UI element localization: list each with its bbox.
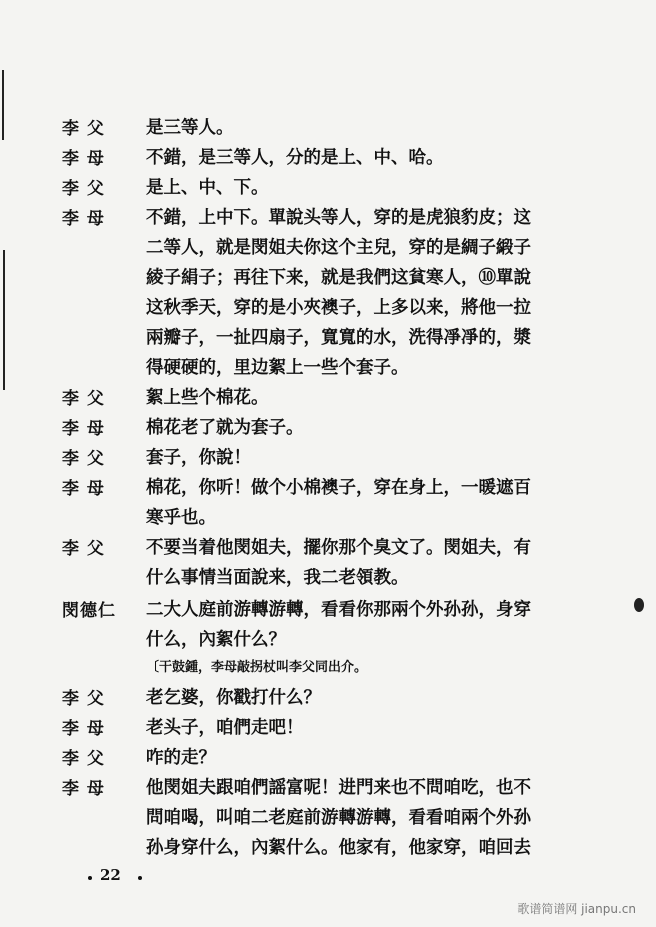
speaker-name: 李 父 — [62, 449, 105, 469]
dialogue-line — [0, 834, 656, 864]
dialogue-line — [0, 174, 656, 204]
dialogue-text: 老乞婆，你戳打什么？ — [146, 688, 321, 708]
stage-direction: 〔干鼓鍾，李母敲拐杖叫李父同出介。 — [146, 660, 368, 675]
speaker-name: 李 父 — [62, 749, 105, 769]
dialogue-line — [0, 474, 656, 504]
dialogue-line — [0, 744, 656, 774]
watermark: 歌谱简谱网 jianpu.cn — [517, 902, 636, 916]
dialogue-line — [0, 294, 656, 324]
dialogue-text: 套子，你說！ — [146, 448, 251, 468]
dialogue-line — [0, 414, 656, 444]
dialogue-line — [0, 444, 656, 474]
dialogue-text: 什么事情当面說来，我二老領教。 — [146, 568, 409, 588]
dialogue-line — [0, 804, 656, 834]
dialogue-line — [0, 144, 656, 174]
speaker-name: 李 母 — [62, 719, 105, 739]
dialogue-text: 二等人，就是閔姐夫你这个主兒，穿的是綢子緞子 — [146, 238, 531, 258]
dialogue-line — [0, 114, 656, 144]
dialogue-line — [0, 714, 656, 744]
dialogue-text: 不錯，是三等人，分的是上、中、哈。 — [146, 148, 444, 168]
speaker-name: 李 母 — [62, 419, 105, 439]
speaker-name: 李 父 — [62, 119, 105, 139]
dialogue-text: 綾子絹子；再往下来，就是我們这貧寒人，⑩單說 — [146, 268, 531, 288]
dialogue-text: 孙身穿什么，內絮什么。他家有，他家穿，咱回去 — [146, 838, 531, 858]
speaker-name: 李 母 — [62, 479, 105, 499]
dialogue-line — [0, 384, 656, 414]
dialogue-text: 什么，內絮什么？ — [146, 630, 286, 650]
dialogue-line — [0, 264, 656, 294]
page-number-dot-left — [88, 876, 92, 880]
dialogue-text: 二大人庭前游轉游轉，看看你那兩个外孙孙，身穿 — [146, 600, 531, 620]
dialogue-line — [0, 354, 656, 384]
speaker-name: 李 父 — [62, 689, 105, 709]
dialogue-line — [0, 626, 656, 656]
dialogue-line — [0, 234, 656, 264]
dialogue-line — [0, 684, 656, 714]
speaker-name: 李 父 — [62, 179, 105, 199]
dialogue-line — [0, 504, 656, 534]
speaker-name: 閔德仁 — [62, 601, 116, 621]
dialogue-text: 咋的走？ — [146, 748, 216, 768]
dialogue-text: 不要当着他閔姐夫，擺你那个臭文了。閔姐夫，有 — [146, 538, 531, 558]
dialogue-line — [0, 204, 656, 234]
dialogue-text: 是上、中、下。 — [146, 178, 269, 198]
speaker-name: 李 母 — [62, 779, 105, 799]
speaker-name: 李 父 — [62, 539, 105, 559]
dialogue-text: 棉花老了就为套子。 — [146, 418, 304, 438]
dialogue-line — [0, 656, 656, 686]
dialogue-line — [0, 774, 656, 804]
page-number-dot-right — [138, 876, 142, 880]
dialogue-text: 得硬硬的，里边絮上一些个套子。 — [146, 358, 409, 378]
page-number: 22 — [100, 866, 121, 884]
dialogue-text: 老头子，咱們走吧！ — [146, 718, 304, 738]
dialogue-line — [0, 564, 656, 594]
dialogue-text: 不錯，上中下。單說头等人，穿的是虎狼豹皮；这 — [146, 208, 531, 228]
dialogue-line — [0, 324, 656, 354]
dialogue-text: 寒乎也。 — [146, 508, 216, 528]
dialogue-line — [0, 596, 656, 626]
speaker-name: 李 母 — [62, 149, 105, 169]
speaker-name: 李 父 — [62, 389, 105, 409]
dialogue-text: 棉花，你听！做个小棉襖子，穿在身上，一暖遮百 — [146, 478, 531, 498]
dialogue-text: 是三等人。 — [146, 118, 234, 138]
speaker-name: 李 母 — [62, 209, 105, 229]
dialogue-text: 兩瓣子，一扯四扇子，寬寬的水，洗得凈凈的，漿 — [146, 328, 531, 348]
dialogue-text: 絮上些个棉花。 — [146, 388, 269, 408]
dialogue-text: 他閔姐夫跟咱們謡富呢！进門来也不問咱吃，也不 — [146, 778, 531, 798]
dialogue-text: 这秋季天，穿的是小夾襖子，上多以来，將他一拉 — [146, 298, 531, 318]
dialogue-line — [0, 534, 656, 564]
dialogue-text: 問咱喝，叫咱二老庭前游轉游轉，看看咱兩个外孙 — [146, 808, 531, 828]
